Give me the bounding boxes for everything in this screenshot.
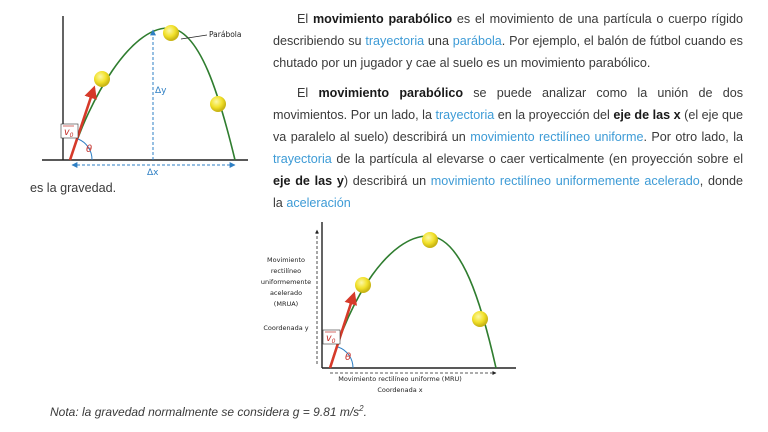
link-trayectoria[interactable]: trayectoria	[365, 34, 425, 48]
v0-label: $v_0$	[326, 333, 336, 345]
ball-left	[355, 277, 371, 293]
paragraph-2-tail: es la gravedad.	[30, 181, 117, 195]
paragraph-2: El movimiento parabólico se puede analizar como la unión de dos movimientos. Por un lado, la trayectoria en la proyección del eje de las x (el eje que va paralelo al suelo) describirá un movimiento rectilíneo uniforme. Por otro lado, la trayectoria de la partícula al elevarse o caer verticalmente (en proyección sobre el eje de las y) describirá un movimiento rectilíneo uniformemente acelerado, donde la aceleración	[273, 86, 744, 210]
parabola-label: Parábola	[209, 30, 242, 39]
coord-y-label: Coordenada y	[263, 324, 309, 332]
svg-text:(MRUA): (MRUA)	[273, 300, 299, 308]
ball-top	[422, 232, 438, 248]
svg-text:uniformemente: uniformemente	[260, 278, 312, 286]
parabola-curve	[330, 236, 496, 368]
theta-label: θ	[86, 144, 93, 155]
svg-text:acelerado: acelerado	[269, 289, 303, 297]
ball-left	[94, 71, 110, 87]
ball-right	[210, 96, 226, 112]
coord-x-label: Coordenada x	[377, 386, 423, 394]
y-axis-caption	[261, 256, 311, 308]
parabola-diagram-1	[30, 8, 266, 183]
link-mru[interactable]: movimiento rectilíneo uniforme	[470, 130, 644, 144]
svg-text:rectilíneo: rectilíneo	[270, 267, 302, 275]
parabola-diagram-2	[250, 216, 520, 396]
svg-text:Movimiento: Movimiento	[266, 256, 306, 264]
theta-label: θ	[345, 352, 352, 363]
link-parabola[interactable]: parábola	[452, 34, 502, 48]
gravity-note: Nota: la gravedad normalmente se considera g = 9.81 $m/s^2$.	[50, 404, 367, 419]
paragraph-1: El movimiento parabólico es el movimiento de una partícula o cuerpo rígido describiendo su trayectoria una parábola. Por ejemplo, el balón de fútbol cuando es chutado por un jugador y cae al suelo es un movimiento parabólico.	[273, 12, 743, 70]
dx-label: Δx	[147, 168, 159, 178]
link-trayectoria-2[interactable]: trayectoria	[435, 108, 495, 122]
ball-top	[163, 25, 179, 41]
ball-right	[472, 311, 488, 327]
x-axis-caption: Movimiento rectilíneo uniforme (MRU)	[338, 375, 462, 383]
link-mrua[interactable]: movimiento rectilíneo uniformemente acelerado	[430, 174, 700, 188]
v0-label: $v_0$	[64, 127, 74, 139]
dy-label: Δy	[155, 86, 167, 96]
link-aceleracion[interactable]: aceleración	[286, 196, 351, 210]
link-trayectoria-3[interactable]: trayectoria	[273, 152, 332, 166]
